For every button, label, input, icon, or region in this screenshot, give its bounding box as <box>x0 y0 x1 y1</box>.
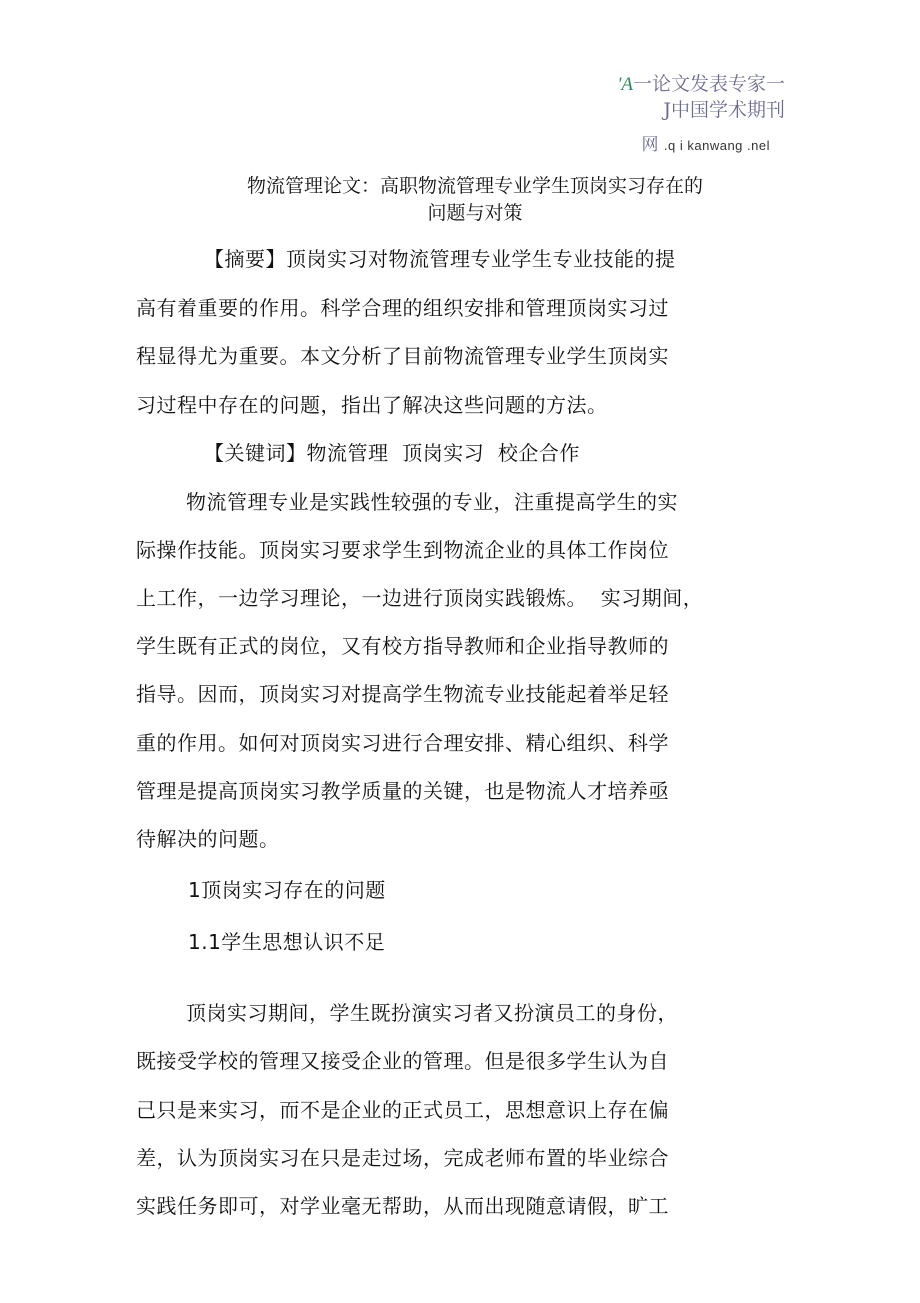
body-line-2: 既接受学校的管理又接受企业的管理。但是很多学生认为自 <box>136 1049 669 1073</box>
abstract-line-2: 高有着重要的作用。科学合理的组织安排和管理顶岗实习过 <box>136 296 669 320</box>
intro-line-6: 重的作用。如何对顶岗实习进行合理安排、精心组织、科学 <box>136 731 669 755</box>
intro-line-4: 学生既有正式的岗位，又有校方指导教师和企业指导教师的 <box>136 634 669 658</box>
paper-title-line-2: 问题与对策 <box>427 202 523 224</box>
abstract-line-4: 习过程中存在的问题，指出了解决这些问题的方法。 <box>136 393 608 417</box>
header-mark-2: J <box>663 99 671 121</box>
header-line-2 <box>663 98 785 122</box>
header-mark: 'A <box>617 74 633 95</box>
header-url: .q i kanwang .nel <box>663 138 770 153</box>
intro-line-2: 际操作技能。顶岗实习要求学生到物流企业的具体工作岗位 <box>136 538 669 562</box>
intro-line-8: 待解决的问题。 <box>136 827 280 851</box>
body-line-4: 差，认为顶岗实习在只是走过场，完成老师布置的毕业综合 <box>136 1146 669 1170</box>
abstract-line-1: 【摘要】顶岗实习对物流管理专业学生专业技能的提 <box>204 247 676 271</box>
header-journal-name: 中国学术期刊 <box>670 99 785 121</box>
header-net-char: 网 <box>641 135 659 155</box>
intro-line-1: 物流管理专业是实践性较强的专业，注重提高学生的实 <box>186 490 678 514</box>
intro-line-7: 管理是提高顶岗实习教学质量的关键，也是物流人才培养亟 <box>136 779 669 803</box>
keywords-line: 【关键词】物流管理 顶岗实习 校企合作 <box>204 441 580 465</box>
body-line-3: 己只是来实习，而不是企业的正式员工，思想意识上存在偏 <box>136 1098 669 1122</box>
header-line-1 <box>617 72 785 97</box>
header-line-3 <box>642 133 770 158</box>
intro-line-3: 上工作，一边学习理论，一边进行顶岗实践锻炼。 实习期间， <box>136 586 704 610</box>
body-line-5: 实践任务即可，对学业毫无帮助，从而出现随意请假，旷工 <box>136 1194 669 1218</box>
section-heading-1-1: 1.1学生思想认识不足 <box>188 930 386 954</box>
paper-title-line-1: 物流管理论文：高职物流管理专业学生顶岗实习存在的 <box>246 175 703 197</box>
intro-line-5: 指导。因而，顶岗实习对提高学生物流专业技能起着举足轻 <box>136 682 669 706</box>
body-line-1: 顶岗实习期间，学生既扮演实习者又扮演员工的身份， <box>186 1001 678 1025</box>
header-slogan: 一论文发表专家一 <box>632 73 785 95</box>
section-heading-1: 1顶岗实习存在的问题 <box>188 878 386 902</box>
abstract-line-3: 程显得尤为重要。本文分析了目前物流管理专业学生顶岗实 <box>136 344 669 368</box>
